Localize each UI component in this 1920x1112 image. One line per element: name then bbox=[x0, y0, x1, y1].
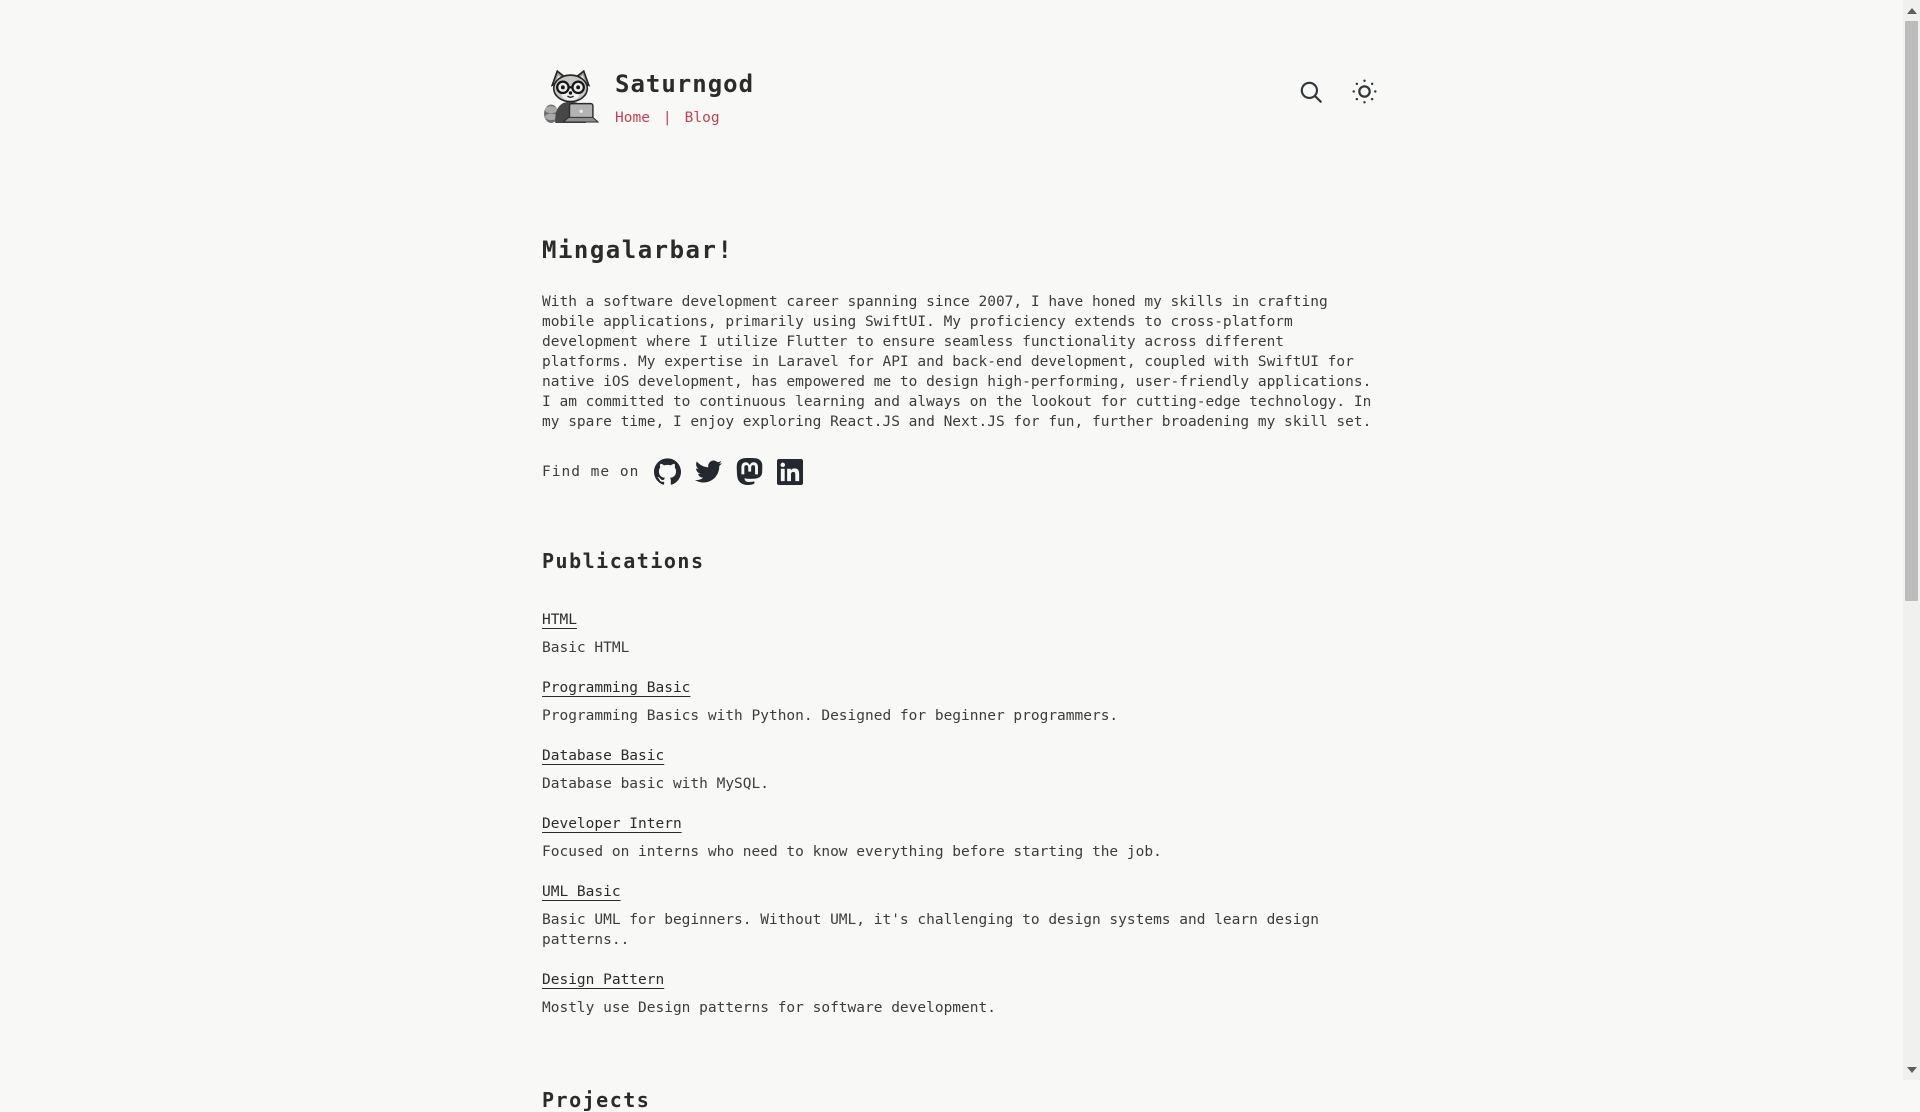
github-icon[interactable] bbox=[654, 458, 681, 485]
scroll-down-arrow-icon bbox=[1907, 1067, 1917, 1073]
publication-description: Focused on interns who need to know everything before starting the job. bbox=[542, 844, 1162, 860]
site-title: Saturngod bbox=[615, 70, 755, 98]
find-me-row bbox=[542, 458, 1378, 485]
page-title: Mingalarbar! bbox=[542, 236, 734, 264]
site-header bbox=[542, 68, 1378, 126]
scrollbar[interactable] bbox=[1903, 0, 1920, 1080]
publication-link[interactable]: HTML bbox=[542, 612, 577, 628]
publication-item bbox=[542, 745, 1378, 794]
publication-description: Mostly use Design patterns for software development. bbox=[542, 1000, 996, 1016]
publication-link[interactable]: Developer Intern bbox=[542, 816, 682, 832]
publication-item bbox=[542, 969, 1378, 1018]
find-me-label: Find me on bbox=[542, 463, 640, 480]
scrollbar-down-button[interactable] bbox=[1903, 1061, 1920, 1078]
publication-link[interactable]: Programming Basic bbox=[542, 680, 691, 696]
intro-paragraph: With a software development career spanning since 2007, I have honed my skills in crafting mobile applications, primarily using SwiftUI. My proficiency extends to cross-platform development where I utilize Flutter to ensure seamless functionality across different platforms. My expertise in Laravel for API and back-end development, coupled with SwiftUI for native iOS development, has empowered me to design high-performing, user-friendly applications. I am committed to continuous learning and always on the lookout for cutting-edge technology. In my spare time, I enjoy exploring React.JS and Next.JS for fun, further broadening my skill set. bbox=[542, 294, 1372, 430]
publication-item bbox=[542, 677, 1378, 726]
publications-list bbox=[542, 609, 1378, 1018]
brand bbox=[542, 68, 754, 126]
scroll-up-arrow-icon bbox=[1907, 8, 1917, 14]
publication-item bbox=[542, 813, 1378, 862]
sun-theme-toggle-icon[interactable] bbox=[1351, 78, 1378, 105]
red-panda-avatar bbox=[542, 68, 599, 125]
search-icon[interactable] bbox=[1298, 79, 1324, 105]
publication-description: Programming Basics with Python. Designed for beginner programmers. bbox=[542, 708, 1119, 724]
publication-description: Basic UML for beginners. Without UML, it's challenging to design systems and learn design patterns.. bbox=[542, 912, 1319, 948]
publications-heading: Publications bbox=[542, 549, 705, 573]
publication-link[interactable]: Design Pattern bbox=[542, 972, 665, 988]
nav-link-home[interactable]: Home bbox=[615, 110, 650, 126]
main-content bbox=[542, 236, 1378, 1112]
nav-divider: | bbox=[662, 110, 672, 126]
twitter-icon[interactable] bbox=[695, 458, 722, 485]
publication-description: Database basic with MySQL. bbox=[542, 776, 769, 792]
publication-item bbox=[542, 881, 1378, 950]
publication-item bbox=[542, 609, 1378, 658]
linkedin-icon[interactable] bbox=[777, 459, 803, 485]
projects-heading: Projects bbox=[542, 1088, 651, 1112]
scrollbar-thumb[interactable] bbox=[1905, 21, 1918, 601]
nav-link-blog[interactable]: Blog bbox=[684, 110, 720, 126]
publication-link[interactable]: UML Basic bbox=[542, 884, 621, 900]
scrollbar-up-button[interactable] bbox=[1903, 2, 1920, 19]
brand-text bbox=[615, 68, 754, 126]
site-nav bbox=[615, 110, 754, 126]
social-links bbox=[654, 458, 803, 485]
publication-description: Basic HTML bbox=[542, 640, 630, 656]
mastodon-icon[interactable] bbox=[736, 458, 763, 485]
publication-link[interactable]: Database Basic bbox=[542, 748, 665, 764]
header-actions bbox=[1298, 68, 1378, 105]
